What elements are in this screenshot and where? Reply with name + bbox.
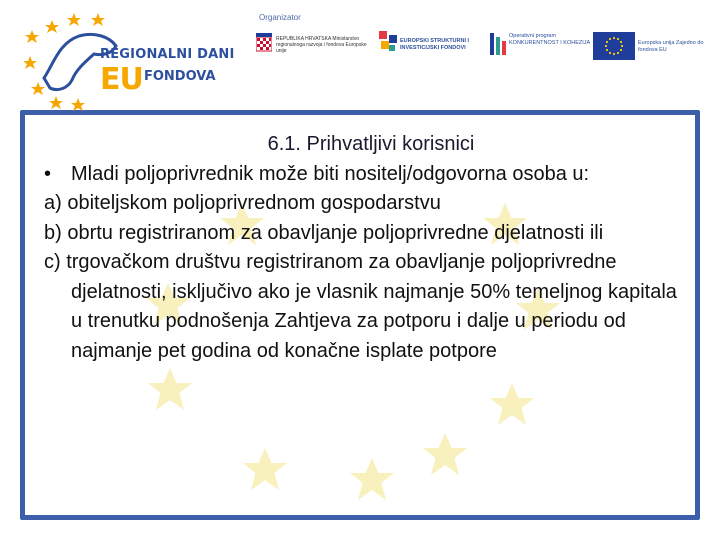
eu-text: Europska unija Zajedno do fondova EU bbox=[638, 40, 704, 53]
ministry-text: REPUBLIKA HRVATSKA Ministarstvo regionalnoga razvoja i fondova Europske unije bbox=[276, 36, 367, 54]
list-item-c: c) trgovačkom društvu registriranom za obavljanje poljoprivredne djelatnosti, isključivo ako je vlasnik najmanje 50% temeljnog kapitala u trenutku podnošenja Zahtjeva za potporu i dalje u periodu od najmanje pet godina od konačne isplate potpore bbox=[44, 251, 677, 362]
esi-funds-text: EUROPSKI STRUKTURNI I INVESTICIJSKI FONDOVI bbox=[400, 38, 470, 51]
croatian-coat-of-arms-icon bbox=[256, 33, 272, 53]
organizer-label: Organizator bbox=[259, 13, 301, 22]
operational-programme-icon bbox=[489, 31, 507, 57]
logo-title-line1: REGIONALNI DANI bbox=[100, 47, 235, 62]
logo-eu: EU bbox=[100, 62, 143, 97]
slide-title: 6.1. Prihvatljivi korisnici bbox=[267, 133, 475, 155]
slide-content bbox=[44, 130, 680, 366]
bullet-text: Mladi poljoprivrednik može biti nositelj/odgovorna osoba u: bbox=[71, 162, 590, 185]
bullet-dot: • bbox=[44, 162, 52, 185]
esi-funds-icon bbox=[377, 29, 399, 55]
list-item-a: a) obiteljskom poljoprivrednom gospodarstvu bbox=[44, 192, 441, 214]
logo-title-line2: FONDOVA bbox=[144, 69, 216, 84]
bullet-item bbox=[44, 160, 680, 190]
list-item-b: b) obrtu registriranom za obavljanje poljoprivredne djelatnosti ili bbox=[44, 221, 604, 244]
eu-flag-icon bbox=[593, 32, 635, 60]
operational-programme-text: Operativni program KONKURENTNOST I KOHEZIJA bbox=[509, 33, 591, 46]
